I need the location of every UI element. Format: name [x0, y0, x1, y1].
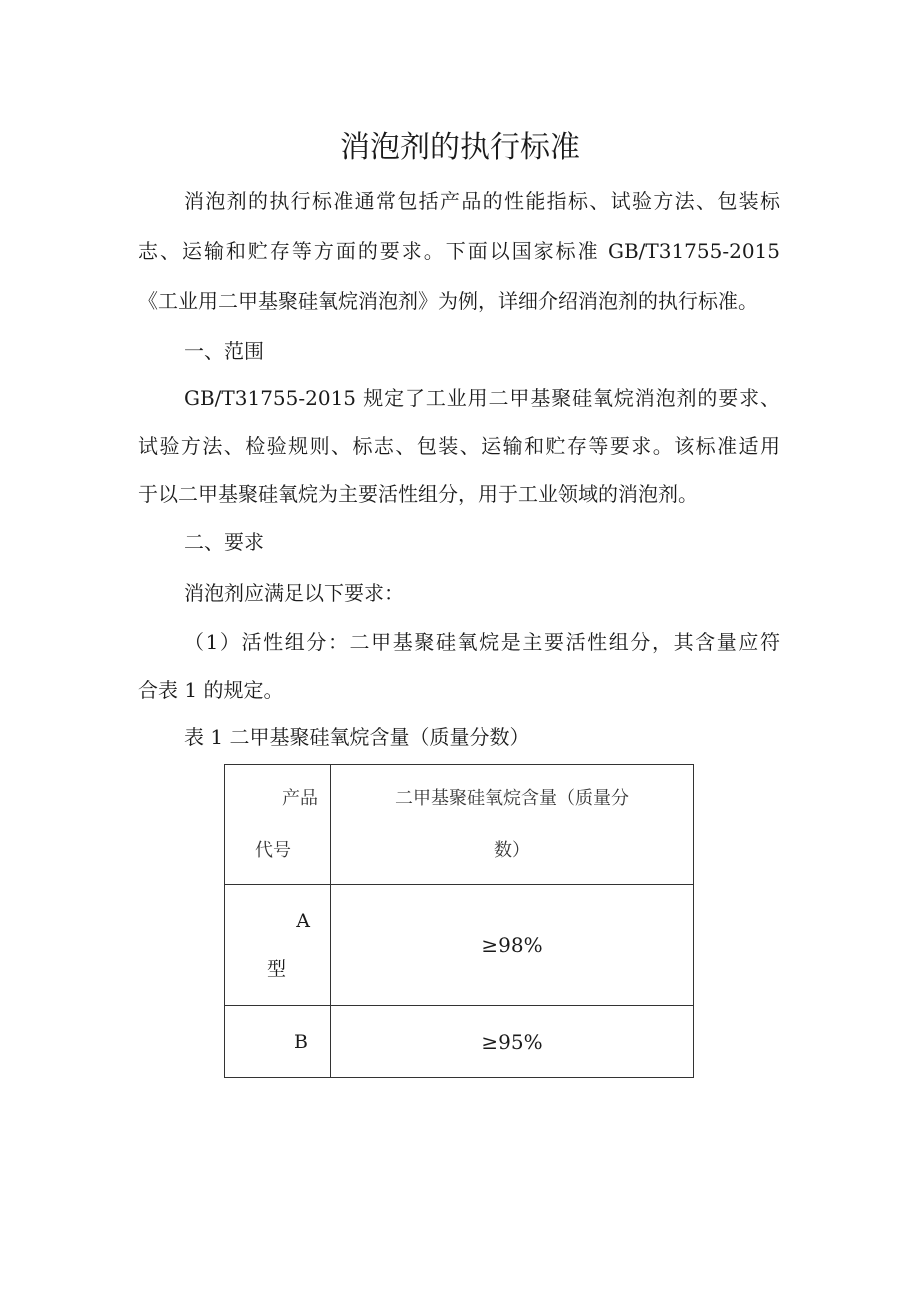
document-title: 消泡剂的执行标准 — [340, 130, 580, 165]
requirement-item-1-line-1: （1）活性组分：二甲基聚硅氧烷是主要活性组分，其含量应符 — [184, 630, 780, 654]
table-caption: 表 1 二甲基聚硅氧烷含量（质量分数） — [184, 725, 530, 749]
content-value-cell: ≥98% — [331, 885, 694, 1006]
section-2-lead: 消泡剂应满足以下要求： — [184, 581, 404, 605]
section-1-heading: 一、范围 — [184, 339, 264, 363]
intro-line-3: 《工业用二甲基聚硅氧烷消泡剂》为例，详细介绍消泡剂的执行标准。 — [138, 289, 758, 313]
content-table — [224, 764, 694, 1078]
content-value-cell: ≥95% — [331, 1006, 694, 1078]
section-1-line-3: 于以二甲基聚硅氧烷为主要活性组分，用于工业领域的消泡剂。 — [138, 482, 698, 506]
requirement-item-1-line-2: 合表 1 的规定。 — [138, 678, 284, 702]
header-content: 二甲基聚硅氧烷含量（质量分 数） — [331, 765, 694, 885]
table-header-row — [225, 765, 694, 885]
table-row — [225, 885, 694, 1006]
header-product-code: 产品 代号 — [225, 765, 331, 885]
section-1-line-1: GB/T31755-2015 规定了工业用二甲基聚硅氧烷消泡剂的要求、 — [184, 386, 780, 410]
section-2-heading: 二、要求 — [184, 530, 264, 554]
table-row — [225, 1006, 694, 1078]
intro-line-2: 志、运输和贮存等方面的要求。下面以国家标准 GB/T31755-2015 — [138, 239, 780, 263]
intro-line-1: 消泡剂的执行标准通常包括产品的性能指标、试验方法、包装标 — [184, 189, 780, 213]
section-1-line-2: 试验方法、检验规则、标志、包装、运输和贮存等要求。该标准适用 — [138, 434, 780, 458]
product-code-cell: B — [225, 1006, 331, 1078]
product-code-cell: A 型 — [225, 885, 331, 1006]
